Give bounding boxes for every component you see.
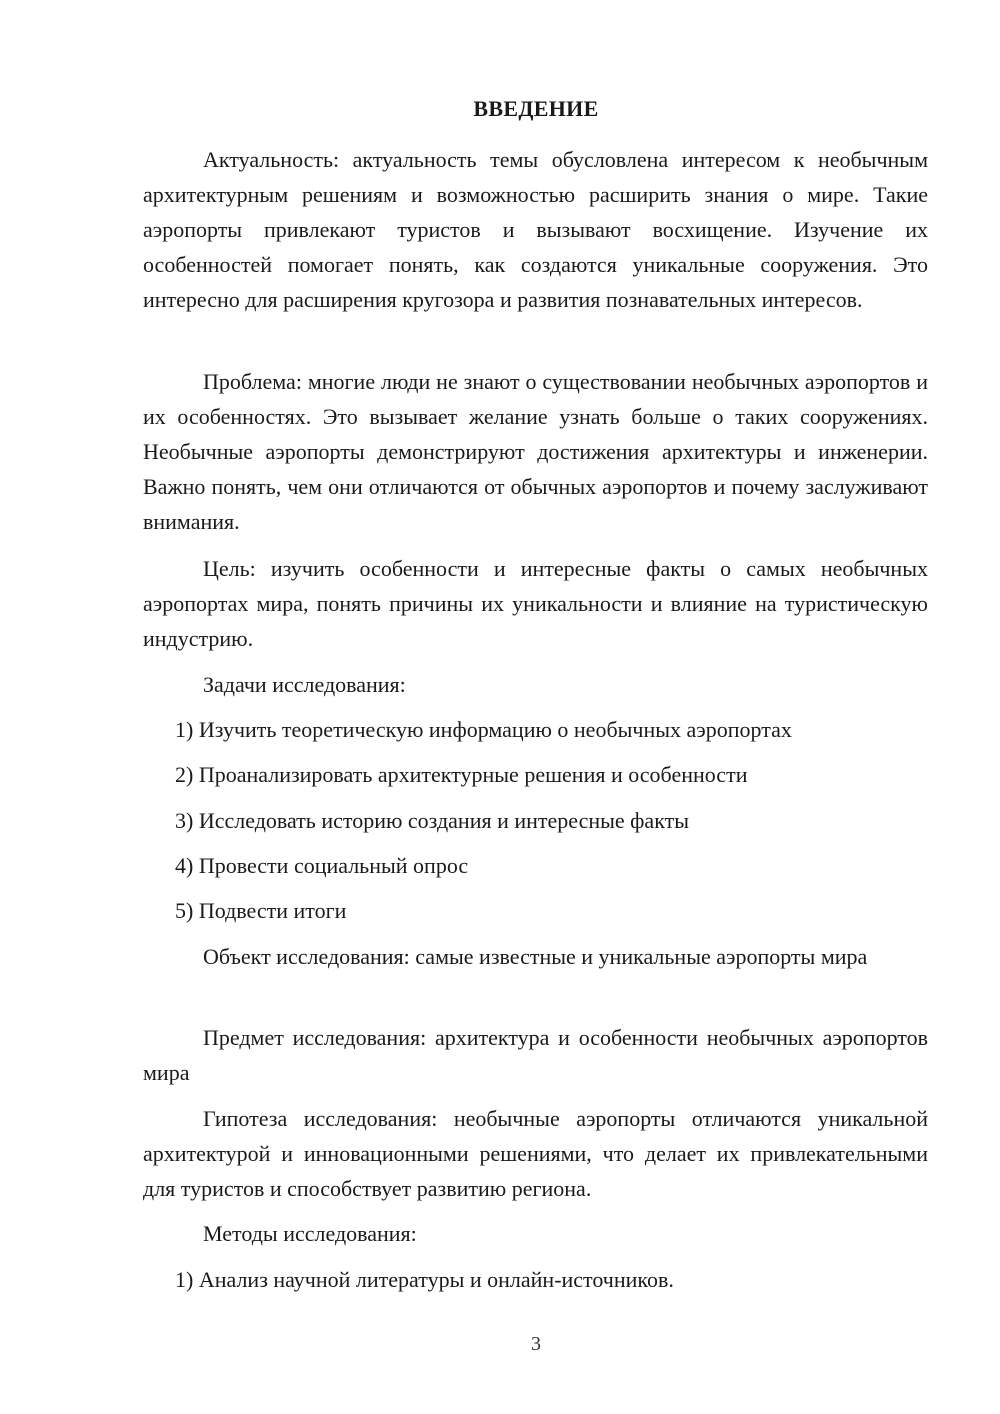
methods-heading: Методы исследования: xyxy=(203,1221,417,1246)
hypothesis-paragraph: Гипотеза исследования: необычные аэропорты отличаются уникальной архитектурой и инновационными решениями, что делает их привлекательными для туристов и способствует развитию региона. xyxy=(143,1106,928,1201)
task-item-3: 3) Исследовать историю создания и интересные факты xyxy=(175,808,689,833)
page-number: 3 xyxy=(531,1333,541,1355)
object-paragraph: Объект исследования: самые известные и уникальные аэропорты мира xyxy=(203,944,868,969)
tasks-heading: Задачи исследования: xyxy=(203,672,406,697)
task-item-4: 4) Провести социальный опрос xyxy=(175,853,469,878)
problem-paragraph: Проблема: многие люди не знают о существовании необычных аэропортов и их особенностях. Это вызывает желание узнать больше о таких сооружениях. Необычные аэропорты демонстрируют достижения архитектуры и инженерии. Важно понять, чем они отличаются от обычных аэропортов и почему заслуживают внимания. xyxy=(143,369,928,534)
subject-paragraph: Предмет исследования: архитектура и особенности необычных аэропортов мира xyxy=(143,1025,928,1085)
task-item-1: 1) Изучить теоретическую информацию о необычных аэропортах xyxy=(175,717,792,742)
task-item-5: 5) Подвести итоги xyxy=(175,898,347,923)
goal-paragraph: Цель: изучить особенности и интересные факты о самых необычных аэропортах мира, понять причины их уникальности и влияние на туристическую индустрию. xyxy=(143,556,928,651)
method-item-1: 1) Анализ научной литературы и онлайн-источников. xyxy=(175,1267,674,1292)
task-item-2: 2) Проанализировать архитектурные решения и особенности xyxy=(175,762,748,787)
relevance-paragraph: Актуальность: актуальность темы обусловлена интересом к необычным архитектурным решениям и возможностью расширить знания о мире. Такие аэропорты привлекают туристов и вызывают восхищение. Изучение их особенностей помогает понять, как создаются уникальные сооружения. Это интересно для расширения кругозора и развития познавательных интересов. xyxy=(143,147,928,312)
section-heading: ВВЕДЕНИЕ xyxy=(473,96,599,121)
